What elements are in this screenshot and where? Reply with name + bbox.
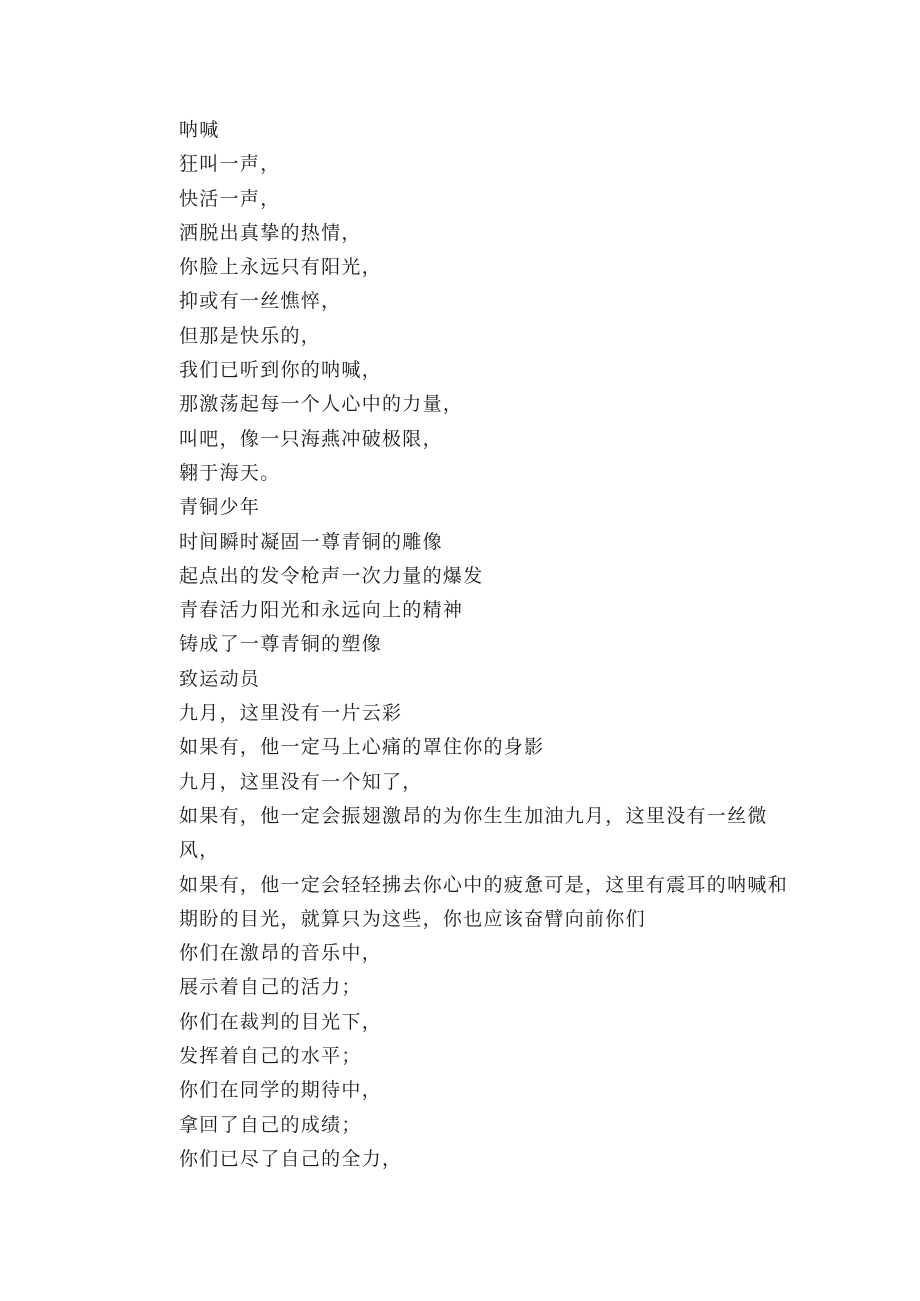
text-line: 翱于海天。 xyxy=(179,461,281,484)
text-paragraph: 如果有，他一定会轻轻拂去你心中的疲惫可是，这里有震耳的呐喊和期盼的目光，就算只为这些，你也应该奋臂向前你们 xyxy=(179,873,789,930)
poem-title-zhi-yundongyuan: 致运动员 xyxy=(179,667,261,690)
text-line: 洒脱出真挚的热情， xyxy=(179,221,362,244)
poem-title-nahan: 呐喊 xyxy=(179,119,220,141)
text-line: 发挥着自己的水平； xyxy=(179,1045,362,1068)
text-line: 抑或有一丝憔悴， xyxy=(179,290,342,313)
text-line: 但那是快乐的， xyxy=(179,324,322,347)
text-line: 你们在裁判的目光下， xyxy=(179,1010,383,1033)
text-line: 展示着自己的活力； xyxy=(179,976,362,999)
text-line: 青春活力阳光和永远向上的精神 xyxy=(179,599,464,622)
text-line: 拿回了自己的成绩； xyxy=(179,1113,362,1136)
text-line: 时间瞬时凝固一尊青铜的雕像 xyxy=(179,530,443,553)
text-line: 快活一声， xyxy=(179,187,281,210)
text-line: 叫吧，像一只海燕冲破极限， xyxy=(179,427,443,450)
text-line: 九月，这里没有一片云彩 xyxy=(179,702,403,725)
text-paragraph: 如果有，他一定会振翅激昂的为你生生加油九月，这里没有一丝微风， xyxy=(179,804,768,862)
text-line: 你们在同学的期待中， xyxy=(179,1079,383,1102)
poem-text-block xyxy=(179,113,789,1176)
poem-title-qingtong: 青铜少年 xyxy=(179,496,261,519)
text-line: 九月，这里没有一个知了， xyxy=(179,770,423,793)
text-line: 铸成了一尊青铜的塑像 xyxy=(179,633,383,656)
text-line: 那激荡起每一个人心中的力量， xyxy=(179,393,464,416)
text-line: 起点出的发令枪声一次力量的爆发 xyxy=(179,564,484,587)
text-line: 如果有，他一定马上心痛的罩住你的身影 xyxy=(179,736,545,759)
text-line: 狂叫一声， xyxy=(179,153,281,176)
text-line: 你们已尽了自己的全力， xyxy=(179,1147,403,1170)
text-line: 你们在激昂的音乐中， xyxy=(179,942,383,965)
text-line: 我们已听到你的呐喊， xyxy=(179,359,383,382)
text-line: 你脸上永远只有阳光， xyxy=(179,256,383,279)
